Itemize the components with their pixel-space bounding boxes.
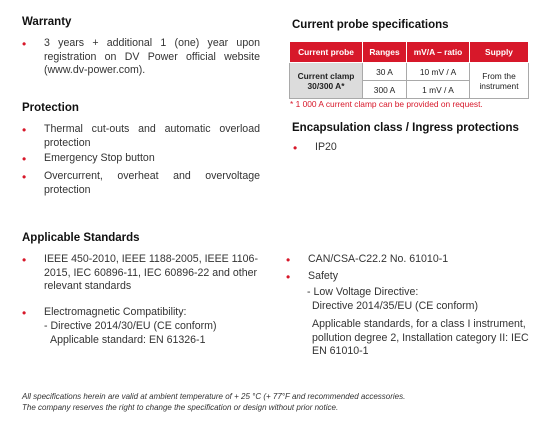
- table-header-cell: Current probe: [290, 42, 363, 63]
- bullet-icon: •: [286, 270, 291, 284]
- ratio-cell: 1 mV / A: [407, 81, 470, 99]
- standards-item: [286, 253, 536, 269]
- lvd-directive-line1: - Low Voltage Directive:: [307, 286, 419, 298]
- bullet-icon: •: [22, 253, 27, 267]
- protection-text: Emergency Stop button: [44, 152, 155, 164]
- protection-item: [22, 170, 260, 198]
- probe-heading: Current probe specifications: [292, 19, 449, 31]
- bullet-icon: •: [22, 306, 27, 320]
- protection-item: [22, 152, 260, 168]
- ratio-cell: 10 mV / A: [407, 63, 470, 81]
- emc-standard: Applicable standard: EN 61326-1: [50, 334, 206, 346]
- warranty-text: 3 years + additional 1 (one) year upon registration on DV Power official website (www.dv-power.com).: [44, 37, 260, 76]
- warranty-item: [22, 37, 260, 81]
- encapsulation-item: [293, 141, 493, 157]
- standards-heading: Applicable Standards: [22, 232, 140, 244]
- table-header-row: [290, 42, 529, 63]
- table-header-cell: mV/A – ratio: [407, 42, 470, 63]
- clamp-cell: Current clamp 30/300 A*: [290, 63, 363, 99]
- standards-text: IEEE 450-2010, IEEE 1188-2005, IEEE 1106-2015, IEC 60896-11, IEC 60896-22 and other relevant standards: [44, 253, 258, 292]
- probe-table: [289, 41, 529, 99]
- footer-line1: All specifications herein are valid at ambient temperature of + 25 °C (+ 77°F and recommended accessories.: [22, 392, 406, 401]
- warranty-heading: Warranty: [22, 16, 72, 28]
- bullet-icon: •: [22, 152, 27, 166]
- bullet-icon: •: [22, 170, 27, 184]
- bullet-icon: •: [22, 37, 27, 51]
- bullet-icon: •: [22, 123, 27, 137]
- bullet-icon: •: [293, 141, 298, 155]
- range-cell: 30 A: [363, 63, 407, 81]
- encapsulation-heading: Encapsulation class / Ingress protections: [292, 122, 519, 134]
- footer-line2: The company reserves the right to change the specification or design without prior notice.: [22, 403, 339, 412]
- standards-item: [286, 270, 536, 286]
- probe-footnote: * 1 000 A current clamp can be provided on request.: [290, 99, 483, 109]
- safety-standards: Applicable standards, for a class I instrument, pollution degree 2, Installation category II: IEC EN 61010-1: [312, 318, 529, 357]
- standards-text: Electromagnetic Compatibility:: [44, 306, 187, 318]
- emc-directive: - Directive 2014/30/EU (CE conform): [44, 320, 217, 332]
- protection-item: [22, 123, 260, 151]
- lvd-directive-line2: Directive 2014/35/EU (CE conform): [312, 300, 479, 312]
- table-row: [290, 63, 529, 81]
- table-header-cell: Supply: [470, 42, 529, 63]
- protection-text: Overcurrent, overheat and overvoltage protection: [44, 170, 260, 196]
- protection-heading: Protection: [22, 102, 79, 114]
- encapsulation-text: IP20: [315, 141, 337, 153]
- supply-cell: From the instrument: [470, 63, 529, 99]
- standards-text: Safety: [308, 270, 339, 282]
- protection-text: Thermal cut-outs and automatic overload protection: [44, 123, 260, 149]
- range-cell: 300 A: [363, 81, 407, 99]
- standards-text: CAN/CSA-C22.2 No. 61010-1: [308, 253, 449, 265]
- standards-item: [22, 253, 267, 309]
- table-header-cell: Ranges: [363, 42, 407, 63]
- bullet-icon: •: [286, 253, 291, 267]
